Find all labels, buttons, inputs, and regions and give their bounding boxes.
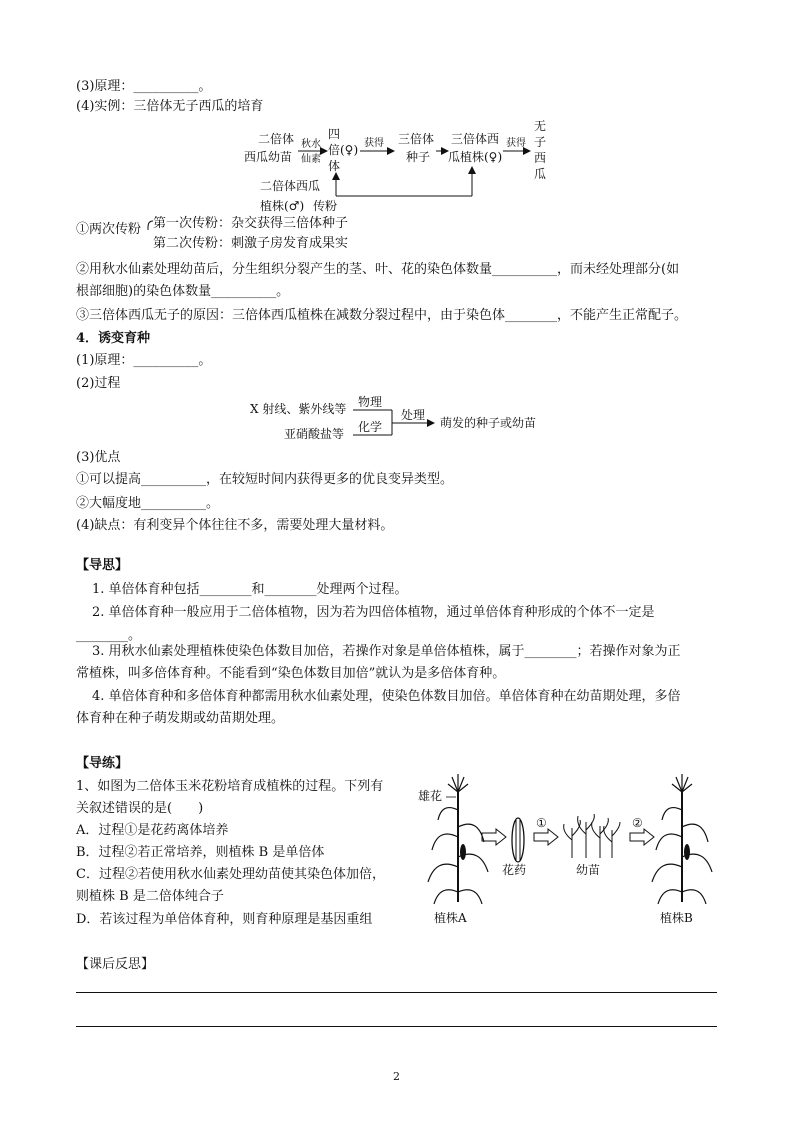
principle-line: (3)原理：__________。 (76, 79, 212, 94)
think-heading: 【导思】 (76, 558, 129, 573)
seedless-c3: 西 (534, 151, 547, 165)
question-1-line1: 1、如图为二倍体玉米花粉培育成植株的过程。下列有 (76, 779, 384, 794)
think-3-line1: 3. 用秋水仙素处理植株使染色体数目加倍，若操作对象是单倍体植株，属于________；若操作对象为正 (92, 644, 681, 659)
option-c-line2: 则植株 B 是二倍体纯合子 (76, 889, 224, 904)
triploid-plant-line1: 三倍体西 (451, 132, 500, 146)
anther-drawing (512, 818, 524, 862)
plant-b-drawing (652, 774, 712, 904)
first-pollination: 第一次传粉：杂交获得三倍体种子 (153, 216, 349, 231)
disadvantage: (4)缺点：有利变异个体往往不多，需要处理大量材料。 (76, 518, 394, 533)
think-3-line2: 常植株，叫多倍体育种。不能看到“染色体数目加倍”就认为是多倍体育种。 (76, 666, 506, 681)
seedless-reason: ③三倍体西瓜无子的原因：三倍体西瓜植株在减数分裂过程中，由于染色体________，不能产生正常配子。 (76, 308, 688, 323)
question-1-line2: 关叙述错误的是( ) (76, 801, 204, 816)
diploid-seedling-line2: 西瓜幼苗 (244, 150, 293, 164)
triploid-plant-line2: 瓜植株(♀) (448, 150, 503, 164)
think-2-line1: 2. 单倍体育种一般应用于二倍体植物，因为若为四倍体植物，通过单倍体育种形成的个体不一定是 (92, 605, 655, 620)
reflection-heading: 【课后反思】 (76, 957, 155, 972)
tassel-label: 雄花 (418, 789, 443, 803)
option-d: D．若该过程为单倍体育种，则育种原理是基因重组 (76, 912, 373, 927)
triploid-seed-line1: 三倍体 (398, 132, 435, 146)
step-1-label: ① (536, 816, 547, 830)
hollow-arrow-3 (630, 829, 654, 845)
target-label: 萌发的种子或幼苗 (440, 416, 537, 430)
pollinate-label: 传粉 (313, 199, 338, 213)
practice-heading: 【导练】 (76, 756, 129, 771)
mutation-breeding-heading: 4．诱变育种 (76, 331, 151, 346)
option-b: B．过程②若正常培养，则植株 B 是单倍体 (76, 845, 325, 860)
think-2-line2: ________。 (76, 628, 142, 643)
colchicine-label-1: 秋水 (301, 139, 321, 150)
think-1: 1. 单倍体育种包括________和________处理两个过程。 (92, 582, 408, 597)
triploid-seed-line2: 种子 (406, 150, 431, 164)
obtain-label-1: 获得 (364, 138, 384, 149)
advantage-2: ②大幅度地__________。 (76, 496, 220, 511)
hollow-arrow-1 (482, 829, 506, 845)
step-2-label: ② (632, 816, 643, 830)
second-pollination: 第二次传粉：刺激子房发育成果实 (153, 236, 349, 251)
physical-sources: X 射线、紫外线等 (250, 402, 347, 416)
two-pollinations-label: ①两次传粉 (76, 222, 142, 237)
example-line: (4)实例：三倍体无子西瓜的培育 (76, 99, 264, 114)
tetraploid-c2: 倍(♀) (328, 143, 359, 157)
reflection-line-1 (76, 992, 717, 993)
colchicine-effect-line1: ②用秋水仙素处理幼苗后，分生组织分裂产生的茎、叶、花的染色体数量__________，而未经处理部分(如 (76, 262, 680, 277)
tetraploid-c3: 体 (328, 159, 341, 173)
chemical-label: 化学 (358, 420, 383, 434)
option-a: A．过程①是花药离体培养 (76, 823, 229, 838)
diploid-plant-line2: 植株(♂) (260, 199, 305, 213)
chemical-sources: 亚硝酸盐等 (284, 427, 345, 441)
option-c-line1: C．过程②若使用秋水仙素处理幼苗使其染色体加倍， (76, 867, 385, 882)
think-4-line2: 体育种在种子萌发期或幼苗期处理。 (76, 711, 285, 726)
obtain-label-2: 获得 (506, 138, 526, 149)
hollow-arrow-2 (534, 829, 558, 845)
treat-label: 处理 (401, 408, 426, 422)
plant-a-label: 植株A (434, 911, 467, 925)
advantage-1: ①可以提高__________，在较短时间内获得更多的优良变异类型。 (76, 472, 454, 487)
tetraploid-c1: 四 (328, 127, 341, 141)
think-4-line1: 4. 单倍体育种和多倍体育种都需用秋水仙素处理，使染色体数目加倍。单倍体育种在幼苗期处理，多倍 (92, 689, 681, 704)
mutation-process: (2)过程 (76, 376, 121, 391)
advantages-heading: (3)优点 (76, 450, 121, 465)
reflection-line-2 (76, 1026, 717, 1027)
plant-b-label: 植株B (660, 911, 693, 925)
seedless-c2: 子 (534, 135, 547, 149)
seedless-c1: 无 (534, 119, 547, 133)
page-number: 2 (393, 1070, 400, 1083)
seedlings-drawing (564, 814, 620, 858)
diploid-plant-line1: 二倍体西瓜 (260, 179, 321, 193)
physical-label: 物理 (358, 395, 383, 409)
anther-label: 花药 (502, 863, 527, 877)
colchicine-label-2: 仙素 (301, 154, 321, 165)
colchicine-effect-line2: 根部细胞)的染色体数量__________。 (76, 284, 290, 299)
mutation-principle: (1)原理：__________。 (76, 353, 212, 368)
diploid-seedling-line1: 二倍体 (258, 132, 295, 146)
seedling-label: 幼苗 (576, 863, 601, 877)
seedless-c4: 瓜 (534, 167, 547, 181)
